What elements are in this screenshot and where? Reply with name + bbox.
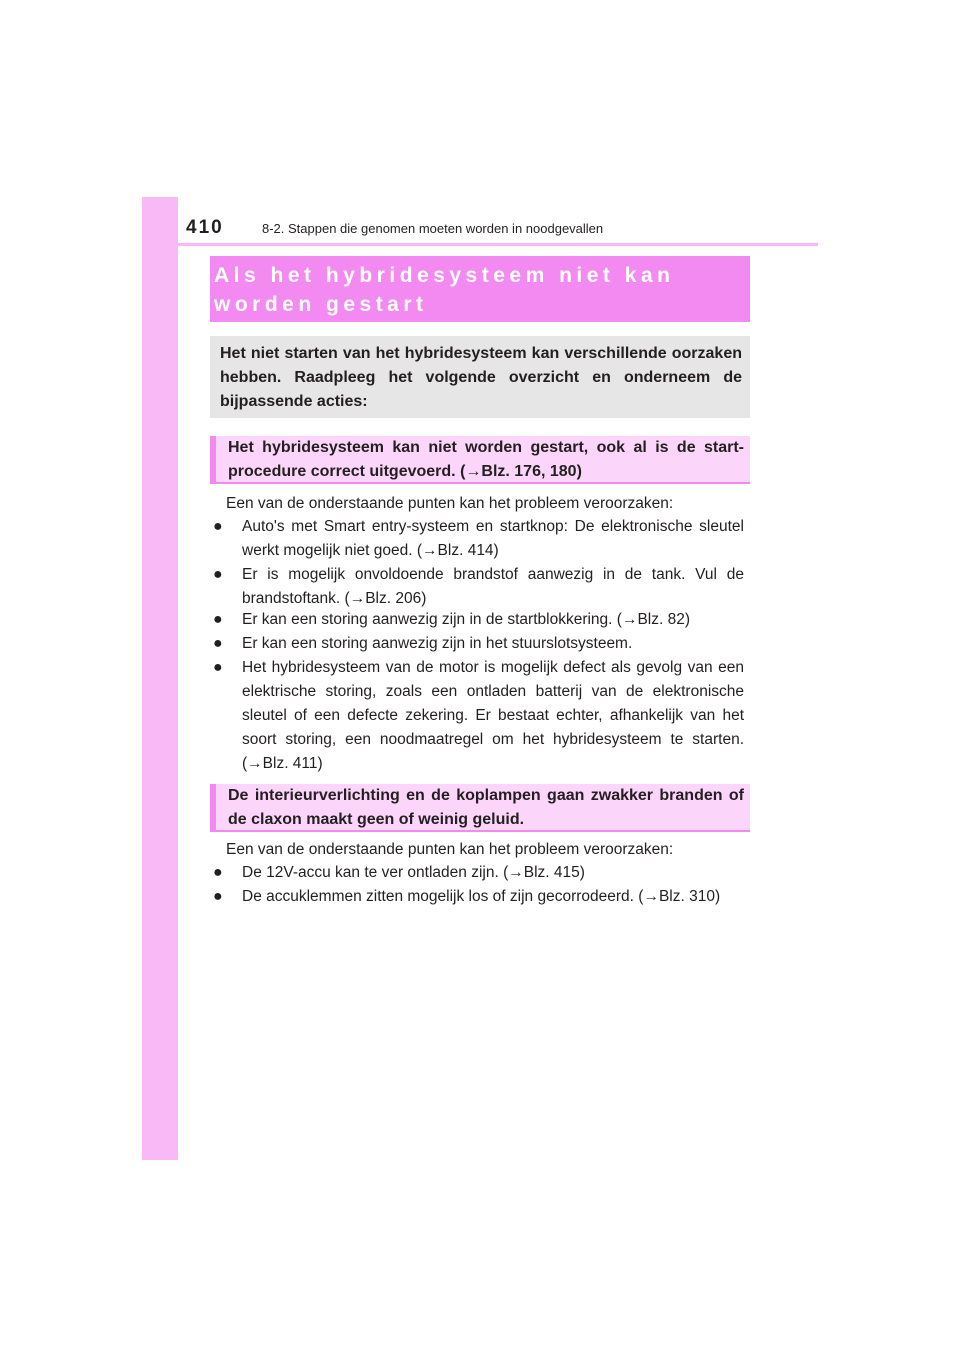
bullet-icon: ● [213, 888, 223, 905]
list-item-text: Auto's met Smart entry-systeem en startknop: De elektronische sleutel werkt mogelijk niet goed. (→Blz. 414) [242, 518, 744, 559]
bullet-icon: ● [213, 864, 223, 881]
header-rule [178, 243, 818, 246]
section-heading-box [210, 784, 750, 832]
bullet-icon: ● [213, 518, 223, 535]
bullet-icon: ● [213, 635, 223, 652]
intro-text: Het niet starten van het hybridesysteem kan verschillende oorzaken hebben. Raadpleeg het volgende overzicht en onderneem de bijpassende acties: [220, 345, 742, 410]
list-item-text: Er is mogelijk onvoldoende brandstof aanwezig in de tank. Vul de brandstoftank. (→Blz. 206) [242, 566, 744, 607]
list-item-text: Het hybridesysteem van de motor is mogelijk defect als gevolg van een elektrische storing, zoals een ontladen batterij van de elektronische sleutel of een defecte zekering. Er bestaat echter, afhankelijk van het soort storing, een noodmaatregel om het hybridesysteem te starten. (→Blz. 411) [242, 659, 744, 772]
section-lead: Een van de onderstaande punten kan het probleem veroorzaken: [226, 495, 674, 512]
section-label: 8-2. Stappen die genomen moeten worden in noodgevallen [262, 221, 604, 236]
list-item [213, 861, 743, 885]
list-item-text: Er kan een storing aanwezig zijn in de startblokkering. (→Blz. 82) [242, 611, 690, 628]
section-heading: Het hybridesysteem kan niet worden gestart, ook al is de start-procedure correct uitgevoerd. (→Blz. 176, 180) [228, 439, 744, 480]
list-item [213, 885, 743, 933]
section-lead: Een van de onderstaande punten kan het probleem veroorzaken: [226, 841, 674, 858]
list-item [213, 515, 743, 563]
list-item [213, 656, 743, 776]
list-item [213, 632, 743, 656]
page-title: Als het hybridesysteem niet kan worden gestart [214, 264, 675, 316]
bullet-icon: ● [213, 659, 223, 676]
bullet-icon: ● [213, 611, 223, 628]
page-number: 410 [186, 217, 224, 238]
list-item-text: De 12V-accu kan te ver ontladen zijn. (→Blz. 415) [242, 864, 585, 881]
section-heading-box [210, 436, 750, 484]
section-heading: De interieurverlichting en de koplampen gaan zwakker branden of de claxon maakt geen of weinig geluid. [228, 787, 744, 828]
list-item [213, 608, 743, 632]
bullet-icon: ● [213, 566, 223, 583]
list-item-text: De accuklemmen zitten mogelijk los of zijn gecorrodeerd. (→Blz. 310) [242, 888, 721, 905]
chapter-sidebar-tab [142, 197, 178, 1160]
list-item-text: Er kan een storing aanwezig zijn in het stuurslotsysteem. [242, 635, 633, 652]
list-item [213, 563, 743, 611]
